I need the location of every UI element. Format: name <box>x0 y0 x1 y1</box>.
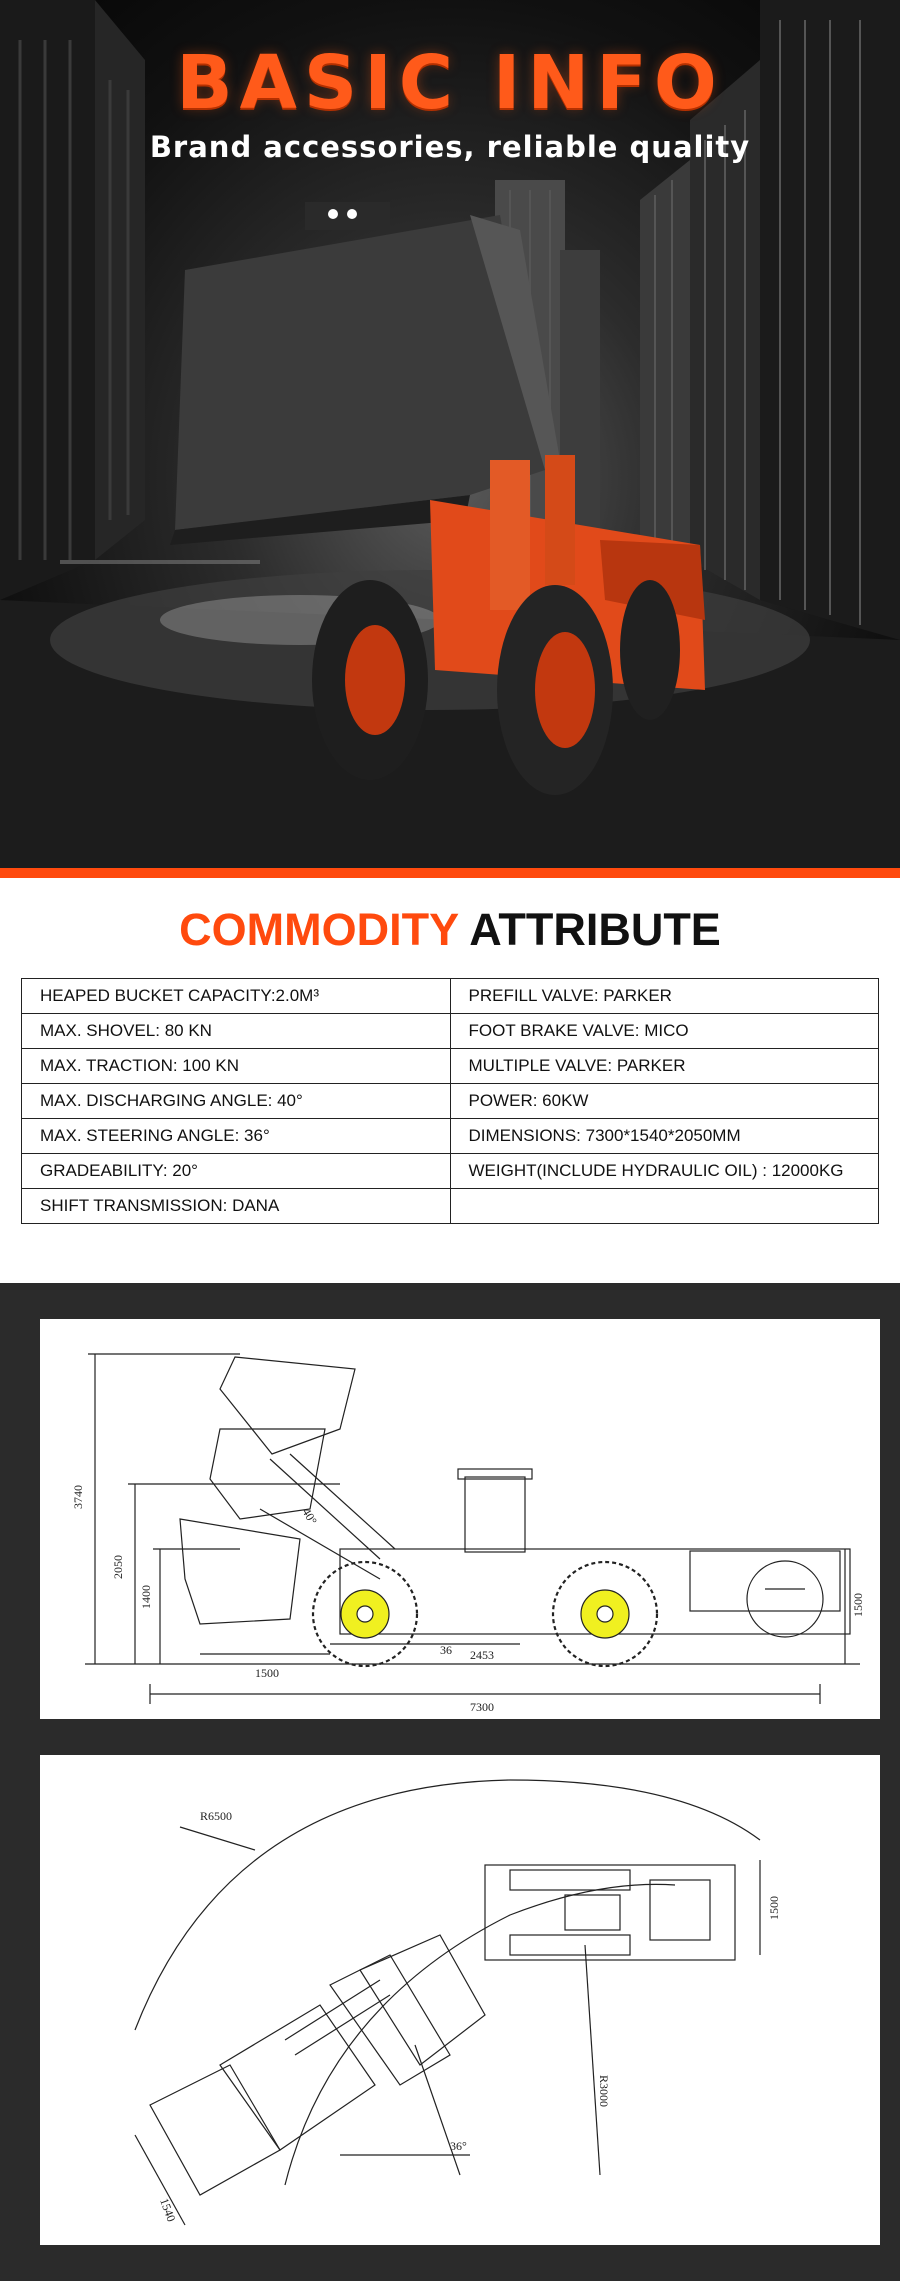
attribute-heading-accent: COMMODITY <box>179 904 459 955</box>
top-view-drawing <box>40 1755 880 2245</box>
dim-discharge-angle: 40° <box>299 1505 320 1528</box>
spec-cell: HEAPED BUCKET CAPACITY:2.0M³ <box>22 979 451 1014</box>
hero-subtitle: Brand accessories, reliable quality <box>149 130 751 164</box>
dim-width: 1540 <box>157 2196 179 2224</box>
technical-drawings-section <box>0 1283 900 2281</box>
dim-radius-inner: R3000 <box>597 2075 611 2108</box>
attribute-heading-rest: ATTRIBUTE <box>469 904 721 955</box>
table-row <box>22 1049 879 1084</box>
spec-cell: POWER: 60KW <box>450 1084 879 1119</box>
spec-cell: SHIFT TRANSMISSION: DANA <box>22 1189 451 1224</box>
accent-divider <box>0 868 900 878</box>
spec-table <box>21 978 879 1224</box>
spec-cell: MAX. SHOVEL: 80 KN <box>22 1014 451 1049</box>
dim-1500: 1500 <box>255 1666 279 1680</box>
spec-cell: DIMENSIONS: 7300*1540*2050MM <box>450 1119 879 1154</box>
spec-cell <box>450 1189 879 1224</box>
spec-cell: MAX. STEERING ANGLE: 36° <box>22 1119 451 1154</box>
dim-steer-angle: 36° <box>450 2139 467 2153</box>
dim-width-right: 1500 <box>767 1896 781 1920</box>
spec-cell: MAX. DISCHARGING ANGLE: 40° <box>22 1084 451 1119</box>
dim-height-2050: 2050 <box>111 1555 125 1579</box>
spec-cell: PREFILL VALVE: PARKER <box>450 979 879 1014</box>
attribute-heading <box>0 904 900 956</box>
dim-height-total: 3740 <box>71 1485 85 1509</box>
side-view-drawing <box>40 1319 880 1719</box>
spec-cell: FOOT BRAKE VALVE: MICO <box>450 1014 879 1049</box>
table-row <box>22 1154 879 1189</box>
dim-height-right: 1500 <box>851 1593 865 1617</box>
dim-height-1400: 1400 <box>139 1585 153 1609</box>
spec-cell: MAX. TRACTION: 100 KN <box>22 1049 451 1084</box>
dim-clearance: 36 <box>440 1643 452 1657</box>
hero-banner <box>0 0 900 868</box>
spec-cell: MULTIPLE VALVE: PARKER <box>450 1049 879 1084</box>
dim-wheelbase: 2453 <box>470 1648 494 1662</box>
spec-cell: GRADEABILITY: 20° <box>22 1154 451 1189</box>
table-row <box>22 1084 879 1119</box>
table-row <box>22 1189 879 1224</box>
table-row <box>22 1014 879 1049</box>
dim-radius-outer: R6500 <box>200 1809 233 1823</box>
hero-title: BASIC INFO <box>176 40 724 126</box>
table-row <box>22 1119 879 1154</box>
table-row <box>22 979 879 1014</box>
dim-length: 7300 <box>470 1700 494 1714</box>
spec-cell: WEIGHT(INCLUDE HYDRAULIC OIL) : 12000KG <box>450 1154 879 1189</box>
